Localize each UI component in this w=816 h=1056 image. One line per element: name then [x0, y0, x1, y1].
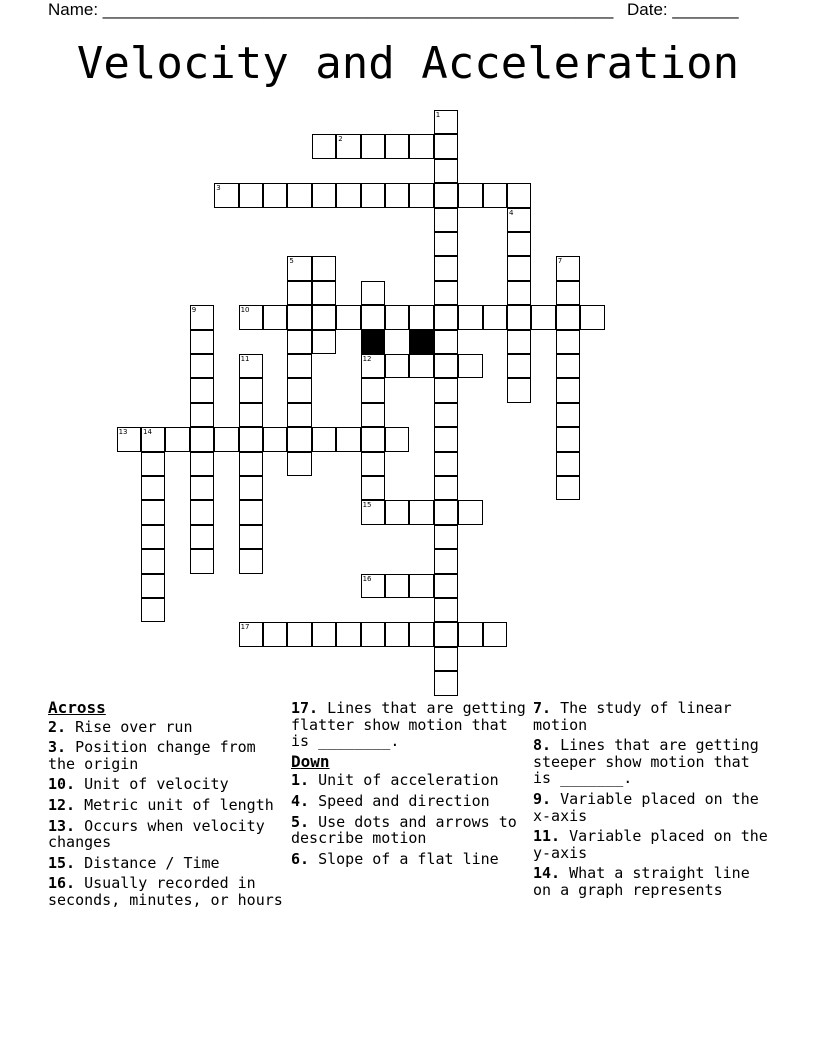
crossword-cell[interactable] [458, 305, 482, 329]
crossword-cell[interactable] [287, 452, 311, 476]
crossword-cell[interactable] [458, 622, 482, 646]
crossword-cell[interactable] [507, 256, 531, 280]
clue-item [533, 865, 769, 898]
down-heading: Down [291, 751, 330, 771]
crossword-cell[interactable] [507, 330, 531, 354]
crossword-cell[interactable] [214, 183, 238, 207]
clue-item-text: Lines that are getting steeper show motion that is _______. [533, 736, 759, 788]
clue-item-number: 16. [48, 874, 76, 893]
clue-item [48, 719, 284, 736]
crossword-cell[interactable] [483, 622, 507, 646]
crossword-cell[interactable] [507, 232, 531, 256]
crossword-cell[interactable] [507, 305, 531, 329]
crossword-cell[interactable] [239, 403, 263, 427]
crossword-cell[interactable] [214, 427, 238, 451]
crossword-cell[interactable] [165, 427, 189, 451]
clue-item-number: 4. [291, 791, 310, 810]
crossword-cell[interactable] [141, 598, 165, 622]
clue-number: 1 [435, 111, 441, 119]
crossword-cell[interactable] [409, 500, 433, 524]
crossword-cell[interactable] [556, 378, 580, 402]
clue-item-text: Distance / Time [75, 853, 220, 872]
crossword-cell[interactable] [434, 622, 458, 646]
clue-item [533, 737, 769, 787]
clue-item-number: 9. [533, 789, 552, 808]
crossword-cell[interactable] [409, 305, 433, 329]
crossword-cell[interactable] [190, 305, 214, 329]
clue-item-text: Position change from the origin [48, 738, 256, 773]
crossword-cell[interactable] [434, 256, 458, 280]
crossword-cell[interactable] [287, 354, 311, 378]
down-clue-list [291, 772, 527, 867]
crossword-cell[interactable] [434, 378, 458, 402]
crossword-cell[interactable] [434, 305, 458, 329]
crossword-cell[interactable] [287, 403, 311, 427]
crossword-cell[interactable] [361, 622, 385, 646]
clue-item [48, 818, 284, 851]
crossword-cell[interactable] [141, 525, 165, 549]
crossword-cell[interactable] [263, 427, 287, 451]
crossword-cell[interactable] [141, 427, 165, 451]
clue-number: 11 [240, 355, 250, 363]
clue-number: 7 [557, 257, 563, 266]
clue-item [533, 828, 769, 861]
crossword-cell[interactable] [434, 232, 458, 256]
crossword-cell[interactable] [239, 183, 263, 207]
clue-item-number: 1. [291, 771, 310, 790]
clue-item-text: The study of linear motion [533, 699, 732, 734]
crossword-cell[interactable] [458, 500, 482, 524]
clue-item-text: Variable placed on the y-axis [533, 827, 768, 862]
crossword-cell[interactable] [141, 476, 165, 500]
crossword-cell[interactable] [239, 305, 263, 329]
crossword-cell[interactable] [190, 452, 214, 476]
across-clue-list-continued [291, 700, 527, 750]
clue-item-text: Use dots and arrows to describe motion [291, 812, 517, 848]
crossword-cell[interactable] [117, 427, 141, 451]
crossword-cell[interactable] [263, 305, 287, 329]
crossword-cell[interactable] [434, 403, 458, 427]
crossword-cell[interactable] [507, 281, 531, 305]
crossword-cell[interactable] [361, 354, 385, 378]
crossword-cell[interactable] [556, 476, 580, 500]
clue-item-text: Unit of acceleration [309, 771, 499, 790]
crossword-cell[interactable] [409, 183, 433, 207]
crossword-cell[interactable] [385, 500, 409, 524]
crossword-cell[interactable] [434, 183, 458, 207]
crossword-cell[interactable] [141, 452, 165, 476]
clue-item [533, 791, 769, 824]
clue-number: 3 [216, 184, 221, 193]
crossword-cell[interactable] [385, 183, 409, 207]
crossword-cell[interactable] [141, 574, 165, 598]
crossword-cell[interactable] [239, 427, 263, 451]
crossword-cell[interactable] [263, 183, 287, 207]
crossword-cell[interactable] [434, 671, 458, 695]
crossword-cell[interactable] [312, 256, 336, 280]
crossword-cell[interactable] [312, 330, 336, 354]
crossword-cell[interactable] [434, 134, 458, 158]
crossword-cell[interactable] [385, 305, 409, 329]
crossword-cell[interactable] [312, 183, 336, 207]
crossword-cell[interactable] [239, 452, 263, 476]
crossword-cell[interactable] [434, 330, 458, 354]
crossword-cell[interactable] [385, 574, 409, 598]
clue-item-text: Usually recorded in seconds, minutes, or hours [48, 874, 283, 909]
crossword-cell[interactable] [361, 500, 385, 524]
clue-item [48, 776, 284, 793]
clue-item-number: 10. [48, 775, 76, 794]
crossword-cell[interactable] [336, 622, 360, 646]
crossword-cell[interactable] [239, 354, 263, 378]
crossword-cell[interactable] [312, 427, 336, 451]
crossword-cell[interactable] [312, 281, 336, 305]
crossword-cell[interactable] [483, 305, 507, 329]
crossword-cell[interactable] [263, 622, 287, 646]
clue-item-number: 5. [291, 812, 310, 831]
clue-item-text: Rise over run [66, 717, 193, 736]
clue-item [533, 700, 769, 733]
clue-number: 15 [362, 501, 372, 510]
crossword-cell[interactable] [336, 183, 360, 207]
clue-item [291, 793, 527, 810]
clue-number: 12 [362, 355, 372, 363]
crossword-cell[interactable] [141, 500, 165, 524]
crossword-cell[interactable] [190, 354, 214, 378]
crossword-cell[interactable] [312, 622, 336, 646]
crossword-cell[interactable] [287, 256, 311, 280]
crossword-cell[interactable] [361, 305, 385, 329]
across-clue-list [48, 719, 284, 909]
crossword-cell[interactable] [507, 354, 531, 378]
crossword-cell[interactable] [141, 549, 165, 573]
crossword-cell[interactable] [556, 354, 580, 378]
clue-item-number: 14. [533, 864, 561, 883]
clue-item [48, 875, 284, 908]
clue-number: 9 [191, 306, 197, 315]
crossword-cell[interactable] [458, 354, 482, 378]
crossword-cell[interactable] [336, 134, 360, 158]
clue-number: 2 [338, 135, 343, 144]
clue-item-text: Occurs when velocity changes [48, 816, 265, 852]
clue-number: 16 [362, 574, 372, 583]
crossword-cell[interactable] [556, 330, 580, 354]
crossword-cell[interactable] [361, 134, 385, 158]
crossword-cell[interactable] [434, 354, 458, 378]
clue-item-text: What a straight line on a graph represents [533, 864, 750, 899]
name-field: Name: ______________________________________________________ [48, 0, 614, 19]
crossword-cell[interactable] [531, 305, 555, 329]
crossword-cell[interactable] [507, 378, 531, 402]
crossword-cell[interactable] [361, 427, 385, 451]
crossword-cell[interactable] [239, 549, 263, 573]
clue-item [291, 814, 527, 847]
crossword-cell[interactable] [239, 378, 263, 402]
crossword-cell[interactable] [434, 159, 458, 183]
crossword-cell[interactable] [361, 378, 385, 402]
crossword-cell[interactable] [409, 574, 433, 598]
clue-item-text: Slope of a flat line [309, 849, 499, 868]
crossword-cell[interactable] [507, 208, 531, 232]
clue-item-number: 6. [291, 849, 310, 868]
crossword-cell[interactable] [336, 427, 360, 451]
crossword-cell[interactable] [287, 427, 311, 451]
crossword-cell[interactable] [556, 427, 580, 451]
crossword-block [361, 330, 385, 354]
crossword-cell[interactable] [507, 183, 531, 207]
clue-item-text: Speed and direction [309, 791, 490, 810]
crossword-cell[interactable] [190, 330, 214, 354]
clue-item-number: 7. [533, 699, 552, 717]
crossword-cell[interactable] [409, 134, 433, 158]
crossword-cell[interactable] [361, 403, 385, 427]
crossword-cell[interactable] [239, 500, 263, 524]
crossword-cell[interactable] [190, 378, 214, 402]
crossword-cell[interactable] [434, 574, 458, 598]
clue-number: 4 [509, 208, 514, 217]
clue-item-number: 15. [48, 853, 76, 872]
crossword-cell[interactable] [361, 183, 385, 207]
clue-number: 10 [240, 306, 250, 315]
clue-item-number: 17. [291, 699, 319, 717]
date-field: Date: _______ [627, 0, 739, 19]
clue-number: 17 [240, 623, 250, 632]
down-clue-list-continued [533, 700, 769, 899]
crossword-block [409, 330, 433, 354]
crossword-cell[interactable] [556, 305, 580, 329]
crossword-cell[interactable] [434, 110, 458, 134]
crossword-cell[interactable] [336, 305, 360, 329]
crossword-cell[interactable] [385, 622, 409, 646]
crossword-cell[interactable] [434, 452, 458, 476]
crossword-cell[interactable] [385, 134, 409, 158]
crossword-cell[interactable] [190, 403, 214, 427]
clue-item-number: 2. [48, 717, 67, 736]
clue-item-number: 13. [48, 816, 76, 835]
clue-item-number: 11. [533, 827, 561, 846]
crossword-cell[interactable] [190, 525, 214, 549]
page-title: Velocity and Acceleration [76, 38, 740, 89]
clue-item [291, 851, 527, 868]
crossword-cell[interactable] [287, 305, 311, 329]
crossword-cell[interactable] [239, 525, 263, 549]
crossword-cell[interactable] [287, 281, 311, 305]
crossword-cell[interactable] [190, 427, 214, 451]
clue-item [48, 739, 284, 772]
clue-number: 14 [143, 428, 152, 437]
crossword-cell[interactable] [580, 305, 604, 329]
clues-column-1 [48, 700, 284, 913]
crossword-cell[interactable] [287, 378, 311, 402]
crossword-cell[interactable] [190, 500, 214, 524]
crossword-cell[interactable] [239, 622, 263, 646]
clue-item [48, 797, 284, 814]
clue-item-number: 3. [48, 738, 67, 757]
crossword-cell[interactable] [361, 574, 385, 598]
crossword-cell[interactable] [385, 354, 409, 378]
clue-item [291, 700, 527, 750]
crossword-cell[interactable] [361, 281, 385, 305]
crossword-cell[interactable] [190, 476, 214, 500]
clue-item [48, 855, 284, 872]
crossword-cell[interactable] [312, 134, 336, 158]
clue-item-number: 12. [48, 795, 76, 814]
crossword-cell[interactable] [483, 183, 507, 207]
crossword-cell[interactable] [434, 281, 458, 305]
crossword-cell[interactable] [287, 622, 311, 646]
crossword-cell[interactable] [190, 549, 214, 573]
crossword-cell[interactable] [556, 403, 580, 427]
crossword-cell[interactable] [287, 330, 311, 354]
across-heading: Across [48, 698, 106, 717]
clue-item [291, 772, 527, 789]
crossword-cell[interactable] [434, 427, 458, 451]
crossword-cell[interactable] [434, 476, 458, 500]
clue-number: 13 [118, 428, 128, 437]
clues-column-2 [291, 700, 527, 871]
crossword-cell[interactable] [556, 256, 580, 280]
crossword-cell[interactable] [556, 281, 580, 305]
crossword-cell[interactable] [409, 622, 433, 646]
crossword-cell[interactable] [312, 305, 336, 329]
crossword-cell[interactable] [434, 647, 458, 671]
crossword-cell[interactable] [434, 500, 458, 524]
clue-item-text: Variable placed on the x-axis [533, 789, 759, 825]
crossword-cell[interactable] [434, 208, 458, 232]
clue-item-number: 8. [533, 736, 552, 755]
crossword-cell[interactable] [434, 598, 458, 622]
clue-number: 5 [289, 257, 294, 266]
crossword-cell[interactable] [434, 525, 458, 549]
crossword-cell[interactable] [434, 549, 458, 573]
crossword-cell[interactable] [239, 476, 263, 500]
clue-item-text: Lines that are getting flatter show motion that is ________. [291, 699, 526, 751]
crossword-cell[interactable] [556, 452, 580, 476]
crossword-cell[interactable] [361, 452, 385, 476]
crossword-cell[interactable] [361, 476, 385, 500]
crossword-cell[interactable] [385, 427, 409, 451]
crossword-cell[interactable] [287, 183, 311, 207]
crossword-cell[interactable] [409, 354, 433, 378]
crossword-cell[interactable] [458, 183, 482, 207]
clues-column-3 [533, 700, 769, 903]
clue-item-text: Metric unit of length [75, 795, 274, 814]
clue-item-text: Unit of velocity [75, 775, 229, 794]
